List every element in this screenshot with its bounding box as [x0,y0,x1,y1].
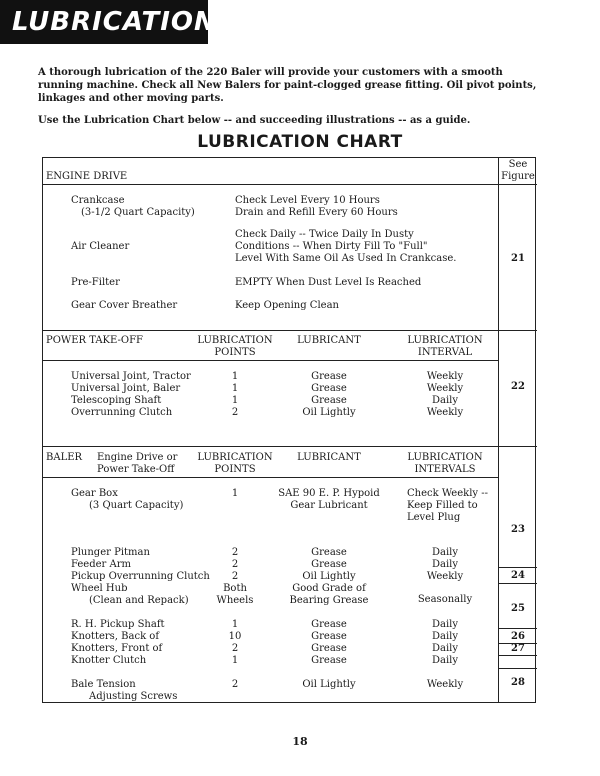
baler-row-7-lubricant: Grease [311,655,347,666]
wheel-hub-lubricant-1: Good Grade of [292,583,366,594]
figure-22: 22 [511,381,525,392]
pto-row-1-points: 1 [231,371,239,382]
baler-heading: BALER [46,452,83,463]
crankcase-label: Crankcase [71,195,125,206]
pto-row-3-item: Telescoping Shaft [71,395,162,406]
bale-tension-points: 2 [231,679,239,690]
crankcase-desc-2: Drain and Refill Every 60 Hours [235,207,398,218]
pto-header-rule [43,360,498,361]
gear-box-interval-1: Check Weekly -- [407,488,488,499]
pto-heading: POWER TAKE-OFF [46,335,143,346]
baler-interval-heading-1: LUBRICATION [407,452,483,463]
baler-header-rule [43,477,498,478]
bale-tension-interval: Weekly [426,679,464,690]
figure-column-divider [498,158,499,702]
pto-points-heading-1: LUBRICATION [197,335,273,346]
pto-points-heading-2: POINTS [214,347,256,358]
baler-row-5-lubricant: Grease [311,631,347,642]
pto-row-3-lubricant: Grease [311,395,347,406]
baler-points-heading-1: LUBRICATION [197,452,273,463]
baler-heading-sub-2: Power Take-Off [97,464,175,475]
pre-filter-label: Pre-Filter [71,277,120,288]
figure-label: Figure [501,171,535,182]
baler-row-6-points: 2 [231,643,239,654]
pto-section-rule [43,446,537,447]
pto-interval-heading-1: LUBRICATION [407,335,483,346]
baler-row-2-points: 2 [231,559,239,570]
pto-row-2-lubricant: Grease [311,383,347,394]
wheel-hub-interval: Seasonally [417,594,473,605]
bale-tension-label: Bale Tension [71,679,136,690]
figure-25: 25 [511,603,525,614]
baler-row-5-interval: Daily [431,631,459,642]
engine-section-rule [43,330,537,331]
gear-box-interval-3: Level Plug [407,512,461,523]
air-cleaner-label: Air Cleaner [71,241,130,252]
wheel-hub-lubricant-2: Bearing Grease [289,595,369,606]
bale-tension-lubricant: Oil Lightly [302,679,356,690]
baler-row-4-points: 1 [231,619,239,630]
pto-row-4-interval: Weekly [426,407,464,418]
baler-row-1-interval: Daily [431,547,459,558]
engine-drive-heading: ENGINE DRIVE [46,171,128,182]
baler-row-4-interval: Daily [431,619,459,630]
figure-21: 21 [511,253,525,264]
baler-heading-sub-1: Engine Drive or [97,452,178,463]
intro-paragraph: A thorough lubrication of the 220 Baler will provide your customers with a smooth running machine. Check all New Balers for paint-clogged grease fitting. Oil pivot points, linkages and other moving parts. [38,67,537,104]
lubrication-chart [42,157,536,703]
baler-row-3-item: Pickup Overrunning Clutch [71,571,210,582]
figure-28: 28 [511,677,525,688]
baler-row-6-item: Knotters, Front of [71,643,163,654]
header-rule [43,184,537,185]
baler-row-1-item: Plunger Pitman [71,547,150,558]
baler-row-2-interval: Daily [431,559,459,570]
pto-row-2-item: Universal Joint, Baler [71,383,181,394]
baler-row-7-item: Knotter Clutch [71,655,147,666]
air-cleaner-desc-3: Level With Same Oil As Used In Crankcase. [235,253,457,264]
figure-rule [498,583,537,584]
gear-cover-label: Gear Cover Breather [71,300,178,311]
bale-tension-sub: Adjusting Screws [89,691,178,702]
pto-row-4-item: Overrunning Clutch [71,407,173,418]
page-number: 18 [292,735,308,748]
pto-row-4-points: 2 [231,407,239,418]
pto-row-1-item: Universal Joint, Tractor [71,371,191,382]
section-title: LUBRICATION [12,7,217,37]
baler-row-5-item: Knotters, Back of [71,631,160,642]
baler-row-4-item: R. H. Pickup Shaft [71,619,165,630]
baler-row-7-interval: Daily [431,655,459,666]
crankcase-capacity: (3-1/2 Quart Capacity) [81,207,195,218]
gear-box-lubricant-2: Gear Lubricant [290,500,368,511]
figure-rule [498,655,537,656]
wheel-hub-label: Wheel Hub [71,583,128,594]
wheel-hub-points-2: Wheels [216,595,254,606]
guide-sentence: Use the Lubrication Chart below -- and succeeding illustrations -- as a guide. [38,115,471,126]
baler-row-7-points: 1 [231,655,239,666]
baler-row-6-lubricant: Grease [311,643,347,654]
baler-row-1-lubricant: Grease [311,547,347,558]
baler-row-2-lubricant: Grease [311,559,347,570]
figure-24: 24 [511,570,525,581]
figure-23: 23 [511,524,525,535]
pto-lubricant-heading: LUBRICANT [297,335,361,346]
gear-cover-desc: Keep Opening Clean [235,300,339,311]
section-banner [0,0,217,44]
wheel-hub-points-1: Both [223,583,247,594]
see-label: See [508,159,528,170]
figure-rule [498,668,537,669]
pto-row-3-points: 1 [231,395,239,406]
gear-box-label: Gear Box [71,488,118,499]
baler-row-6-interval: Daily [431,643,459,654]
gear-box-capacity: (3 Quart Capacity) [89,500,184,511]
baler-row-3-interval: Weekly [426,571,464,582]
wheel-hub-note: (Clean and Repack) [89,595,189,606]
baler-row-5-points: 10 [228,631,242,642]
pto-row-4-lubricant: Oil Lightly [302,407,356,418]
crankcase-desc-1: Check Level Every 10 Hours [235,195,380,206]
baler-row-1-points: 2 [231,547,239,558]
figure-rule [498,567,537,568]
pto-row-1-lubricant: Grease [311,371,347,382]
figure-26: 26 [511,631,525,642]
gear-box-interval-2: Keep Filled to [407,500,478,511]
figure-rule [498,628,537,629]
air-cleaner-desc-1: Check Daily -- Twice Daily In Dusty [235,229,414,240]
gear-box-points: 1 [231,488,239,499]
pto-row-2-points: 1 [231,383,239,394]
baler-points-heading-2: POINTS [214,464,256,475]
baler-row-3-points: 2 [231,571,239,582]
baler-row-3-lubricant: Oil Lightly [302,571,356,582]
pto-row-2-interval: Weekly [426,383,464,394]
baler-interval-heading-2: INTERVALS [414,464,476,475]
baler-row-4-lubricant: Grease [311,619,347,630]
chart-title: LUBRICATION CHART [197,132,403,152]
baler-row-2-item: Feeder Arm [71,559,131,570]
pre-filter-desc: EMPTY When Dust Level Is Reached [235,277,422,288]
air-cleaner-desc-2: Conditions -- When Dirty Fill To "Full" [235,241,428,252]
gear-box-lubricant-1: SAE 90 E. P. Hypoid [278,488,380,499]
pto-row-3-interval: Daily [431,395,459,406]
baler-lubricant-heading: LUBRICANT [297,452,361,463]
pto-row-1-interval: Weekly [426,371,464,382]
figure-27: 27 [511,643,525,654]
pto-interval-heading-2: INTERVAL [417,347,473,358]
